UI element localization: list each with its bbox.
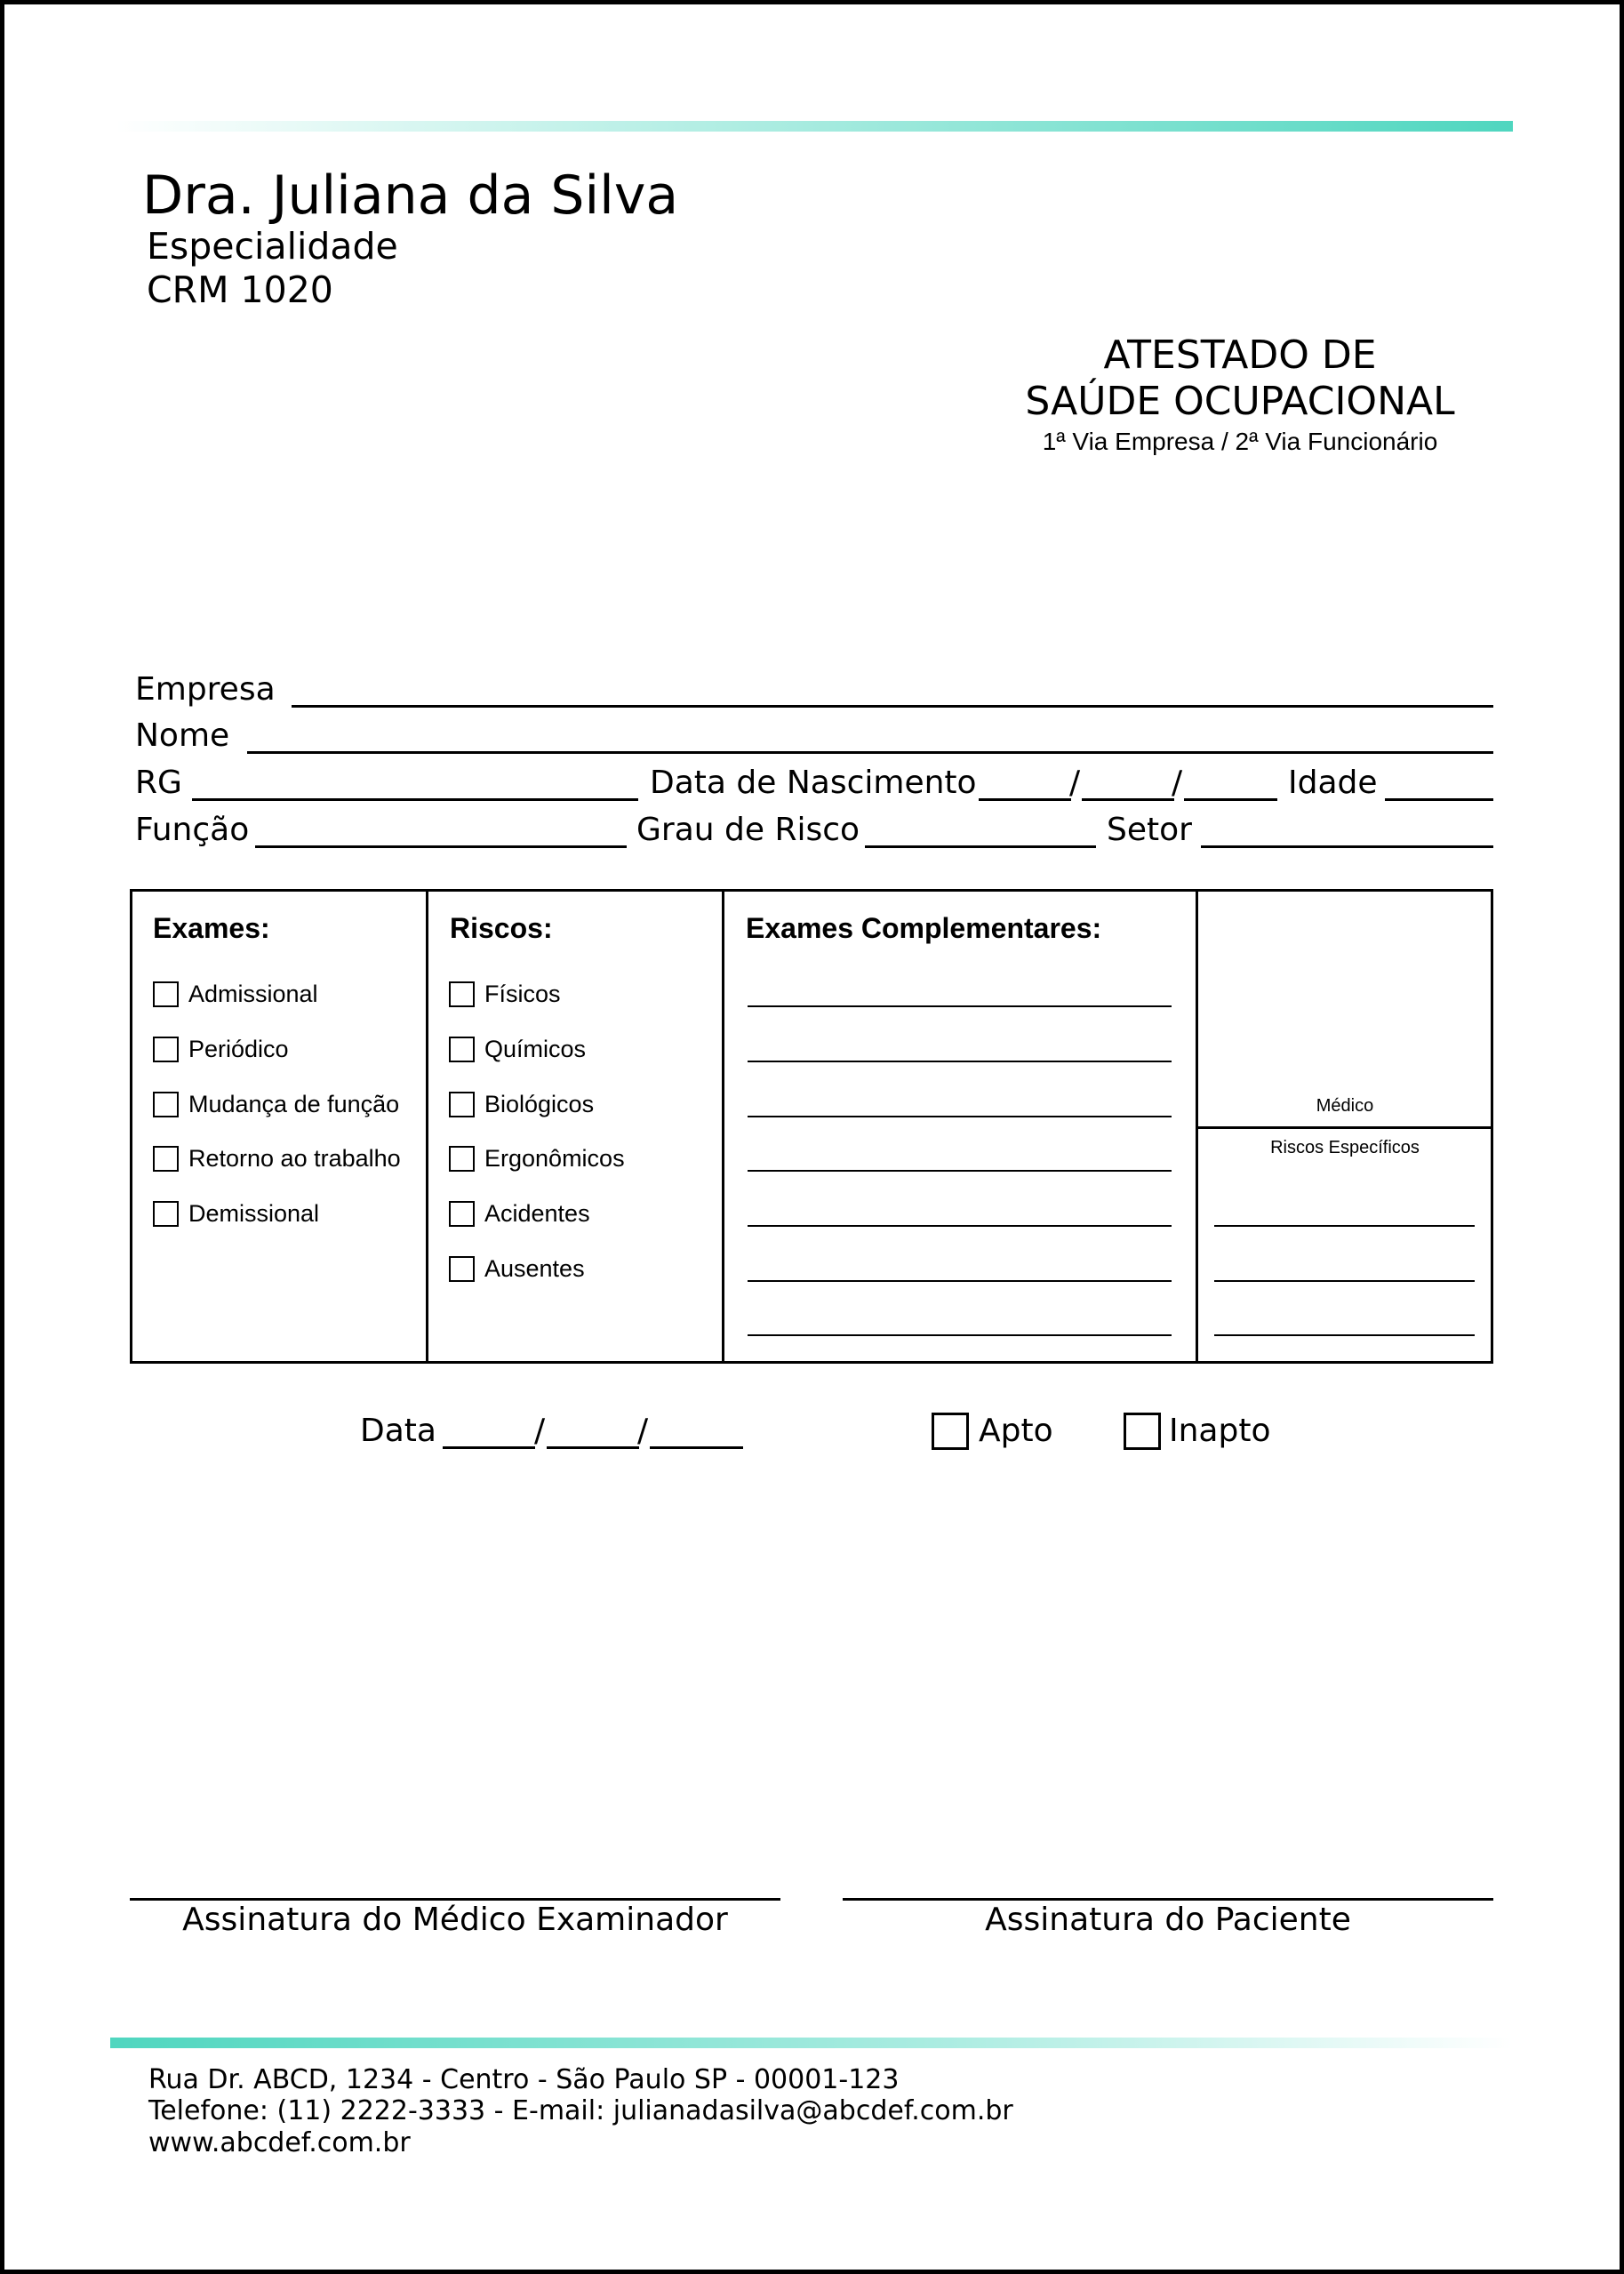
date-slash: / bbox=[637, 1413, 649, 1449]
exame-complementar-line[interactable] bbox=[748, 1225, 1172, 1227]
checkbox-quimicos[interactable] bbox=[449, 1037, 475, 1062]
nascimento-ano-field[interactable] bbox=[1184, 798, 1277, 801]
data-dia-field[interactable] bbox=[443, 1446, 535, 1449]
inapto-label: Inapto bbox=[1169, 1413, 1271, 1449]
nascimento-dia-field[interactable] bbox=[979, 798, 1071, 801]
doctor-crm: CRM 1020 bbox=[147, 268, 333, 311]
footer-address: Rua Dr. ABCD, 1234 - Centro - São Paulo SP - 00001-123 bbox=[148, 2064, 900, 2095]
grau-risco-field[interactable] bbox=[865, 845, 1096, 848]
risco-option-label: Químicos bbox=[484, 1036, 587, 1062]
table-divider bbox=[426, 889, 428, 1364]
idade-field[interactable] bbox=[1385, 798, 1493, 801]
exame-complementar-line[interactable] bbox=[748, 1061, 1172, 1062]
checkbox-acidentes[interactable] bbox=[449, 1201, 475, 1227]
footer-accent-bar bbox=[110, 2038, 1513, 2048]
checkbox-apto[interactable] bbox=[932, 1413, 969, 1450]
riscos-header: Riscos: bbox=[450, 912, 553, 944]
rg-label: RG bbox=[135, 765, 182, 801]
nome-field[interactable] bbox=[247, 751, 1493, 754]
risco-especifico-line[interactable] bbox=[1214, 1334, 1475, 1336]
data-mes-field[interactable] bbox=[547, 1446, 639, 1449]
checkbox-retorno-trabalho[interactable] bbox=[153, 1146, 179, 1172]
assinatura-paciente-label: Assinatura do Paciente bbox=[985, 1902, 1351, 1938]
doctor-name: Dra. Juliana da Silva bbox=[142, 164, 679, 227]
checkbox-biologicos[interactable] bbox=[449, 1092, 475, 1117]
date-slash: / bbox=[1069, 765, 1081, 801]
funcao-field[interactable] bbox=[255, 845, 627, 848]
risco-option-label: Acidentes bbox=[484, 1200, 590, 1227]
data-nascimento-label: Data de Nascimento bbox=[650, 765, 977, 801]
date-slash: / bbox=[1172, 765, 1183, 801]
risco-option-label: Ergonômicos bbox=[484, 1145, 625, 1172]
doctor-specialty: Especialidade bbox=[147, 225, 398, 268]
header-accent-bar bbox=[116, 121, 1513, 132]
checkbox-mudanca-funcao[interactable] bbox=[153, 1092, 179, 1117]
risco-especifico-line[interactable] bbox=[1214, 1280, 1475, 1282]
apto-label: Apto bbox=[979, 1413, 1053, 1449]
medico-divider bbox=[1196, 1126, 1493, 1129]
data-ano-field[interactable] bbox=[650, 1446, 743, 1449]
risco-option-label: Ausentes bbox=[484, 1255, 585, 1282]
checkbox-ergonomicos[interactable] bbox=[449, 1146, 475, 1172]
checkbox-admissional[interactable] bbox=[153, 981, 179, 1007]
data-label: Data bbox=[360, 1413, 436, 1449]
empresa-label: Empresa bbox=[135, 671, 276, 708]
exame-option-label: Admissional bbox=[188, 981, 318, 1007]
nascimento-mes-field[interactable] bbox=[1082, 798, 1174, 801]
idade-label: Idade bbox=[1288, 765, 1378, 801]
empresa-field[interactable] bbox=[292, 705, 1493, 708]
exames-header: Exames: bbox=[153, 912, 270, 944]
exame-option-label: Periódico bbox=[188, 1036, 289, 1062]
funcao-label: Função bbox=[135, 812, 250, 848]
exame-option-label: Retorno ao trabalho bbox=[188, 1145, 401, 1172]
checkbox-ausentes[interactable] bbox=[449, 1256, 475, 1282]
checkbox-periodico[interactable] bbox=[153, 1037, 179, 1062]
checkbox-demissional[interactable] bbox=[153, 1201, 179, 1227]
exames-complementares-header: Exames Complementares: bbox=[746, 912, 1102, 944]
checkbox-inapto[interactable] bbox=[1124, 1413, 1161, 1450]
nome-label: Nome bbox=[135, 717, 230, 754]
risco-option-label: Físicos bbox=[484, 981, 561, 1007]
document-title-line2: SAÚDE OCUPACIONAL bbox=[1025, 379, 1455, 424]
exame-complementar-line[interactable] bbox=[748, 1280, 1172, 1282]
footer-website: www.abcdef.com.br bbox=[148, 2127, 411, 2158]
exame-option-label: Mudança de função bbox=[188, 1091, 400, 1117]
footer-contact: Telefone: (11) 2222-3333 - E-mail: julianadasilva@abcdef.com.br bbox=[148, 2095, 1013, 2126]
setor-field[interactable] bbox=[1201, 845, 1493, 848]
exame-complementar-line[interactable] bbox=[748, 1334, 1172, 1336]
exame-complementar-line[interactable] bbox=[748, 1005, 1172, 1007]
date-slash: / bbox=[534, 1413, 546, 1449]
exame-complementar-line[interactable] bbox=[748, 1116, 1172, 1117]
riscos-especificos-label: Riscos Específicos bbox=[1270, 1138, 1420, 1157]
rg-field[interactable] bbox=[192, 798, 638, 801]
risco-especifico-line[interactable] bbox=[1214, 1225, 1475, 1227]
setor-label: Setor bbox=[1107, 812, 1192, 848]
risco-option-label: Biológicos bbox=[484, 1091, 595, 1117]
table-divider bbox=[722, 889, 724, 1364]
checkbox-fisicos[interactable] bbox=[449, 981, 475, 1007]
assinatura-medico-label: Assinatura do Médico Examinador bbox=[182, 1902, 728, 1938]
exame-option-label: Demissional bbox=[188, 1200, 320, 1227]
grau-risco-label: Grau de Risco bbox=[636, 812, 860, 848]
document-title-line1: ATESTADO DE bbox=[1103, 332, 1377, 378]
document-subtitle: 1ª Via Empresa / 2ª Via Funcionário bbox=[1042, 428, 1438, 455]
exame-complementar-line[interactable] bbox=[748, 1170, 1172, 1172]
medico-label: Médico bbox=[1316, 1096, 1374, 1116]
